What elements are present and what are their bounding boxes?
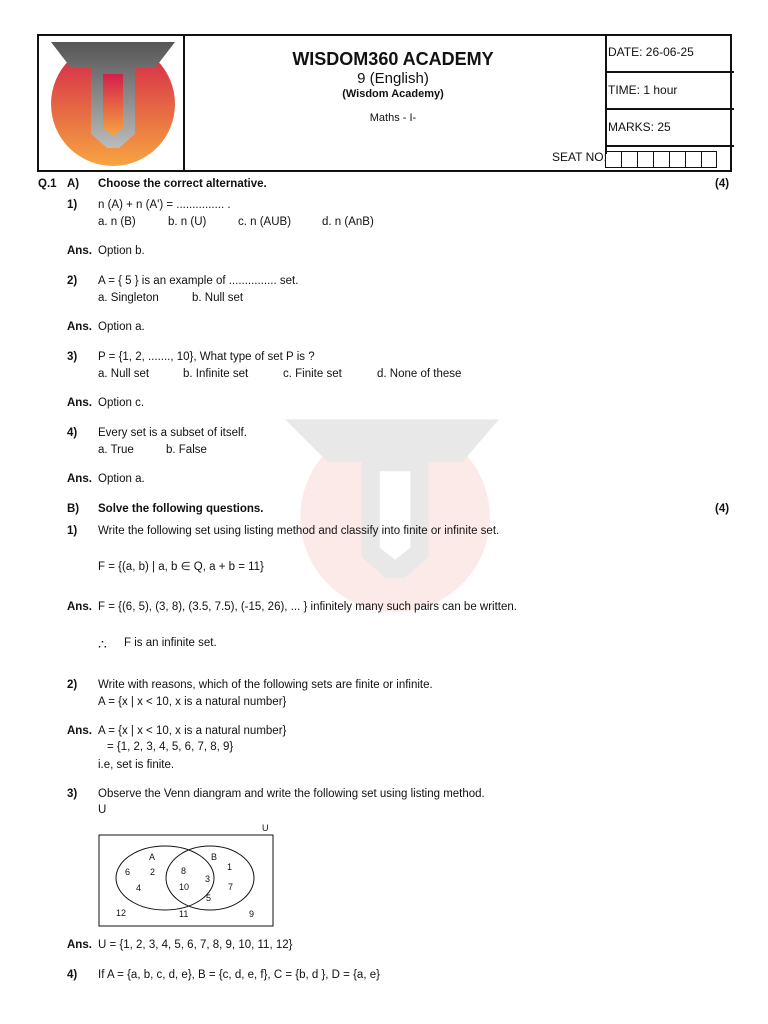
item-question-set: A = {x | x < 10, x is a natural number} bbox=[98, 696, 287, 708]
option-a: a. True bbox=[98, 444, 134, 456]
venn-element: 3 bbox=[205, 874, 211, 884]
academy-sub: (Wisdom Academy) bbox=[342, 88, 444, 100]
item-number: 1) bbox=[67, 525, 78, 537]
answer-text: Option c. bbox=[98, 397, 145, 409]
answer-text: F = {(6, 5), (3, 8), (3.5, 7.5), (-15, 26), ... } infinitely many such pairs can be written. bbox=[98, 601, 517, 613]
answer-label: Ans. bbox=[67, 725, 92, 737]
answer-label: Ans. bbox=[67, 397, 92, 409]
part-a-label: A) bbox=[67, 178, 80, 190]
item-question: Observe the Venn diangram and write the following set using listing method. bbox=[98, 788, 485, 800]
answer-listing: = {1, 2, 3, 4, 5, 6, 7, 8, 9} bbox=[107, 741, 234, 753]
venn-element: 6 bbox=[125, 867, 131, 877]
academy-logo-icon bbox=[39, 36, 183, 172]
option-c: c. n (AUB) bbox=[238, 216, 292, 228]
answer-text: U = {1, 2, 3, 4, 5, 6, 7, 8, 9, 10, 11, 12} bbox=[98, 939, 293, 951]
seat-box bbox=[701, 151, 717, 168]
part-a-marks: (4) bbox=[715, 178, 730, 190]
seat-box bbox=[685, 151, 701, 168]
venn-diagram bbox=[96, 820, 280, 928]
exam-time: TIME: 1 hour bbox=[607, 73, 734, 110]
exam-marks: MARKS: 25 bbox=[607, 110, 734, 147]
set-definition: F = {(a, b) | a, b ∈ Q, a + b = 11} bbox=[98, 561, 264, 573]
part-b-marks: (4) bbox=[715, 503, 730, 515]
venn-element: 5 bbox=[206, 893, 212, 903]
seat-box bbox=[669, 151, 685, 168]
venn-element: 12 bbox=[116, 908, 127, 918]
seat-box bbox=[653, 151, 669, 168]
answer-conclusion: i.e, set is finite. bbox=[98, 759, 175, 771]
item-number: 4) bbox=[67, 969, 78, 981]
option-d: d. None of these bbox=[377, 368, 462, 380]
item-number: 2) bbox=[67, 679, 78, 691]
seat-box bbox=[605, 151, 621, 168]
venn-element: 2 bbox=[150, 867, 156, 877]
venn-element: 4 bbox=[136, 883, 142, 893]
option-d: d. n (AnB) bbox=[322, 216, 374, 228]
venn-element: 11 bbox=[179, 909, 189, 919]
seat-box bbox=[621, 151, 637, 168]
option-b: b. Infinite set bbox=[183, 368, 249, 380]
part-a-title: Choose the correct alternative. bbox=[98, 178, 267, 190]
watermark-logo-icon bbox=[282, 404, 502, 618]
answer-conclusion: F is an infinite set. bbox=[124, 637, 217, 649]
item-question: If A = {a, b, c, d, e}, B = {c, d, e, f}, C = {b, d }, D = {a, e} bbox=[98, 969, 380, 981]
option-b: b. n (U) bbox=[168, 216, 207, 228]
exam-meta bbox=[605, 36, 734, 154]
therefore-symbol: ∴ bbox=[98, 636, 107, 652]
answer-label: Ans. bbox=[67, 939, 92, 951]
logo-box bbox=[39, 36, 185, 172]
part-b-label: B) bbox=[67, 503, 80, 515]
standard: 9 (English) bbox=[357, 70, 429, 87]
answer-label: Ans. bbox=[67, 601, 92, 613]
seat-box bbox=[637, 151, 653, 168]
venn-u-label: U bbox=[262, 823, 269, 833]
item-number: 3) bbox=[67, 788, 78, 800]
venn-element: 1 bbox=[227, 862, 233, 872]
answer-text: Option a. bbox=[98, 321, 145, 333]
part-b-title: Solve the following questions. bbox=[98, 503, 264, 515]
answer-label: Ans. bbox=[67, 473, 92, 485]
option-b: b. Null set bbox=[192, 292, 244, 304]
answer-text: Option a. bbox=[98, 473, 145, 485]
seat-number-boxes bbox=[605, 151, 717, 168]
answer-text: A = {x | x < 10, x is a natural number} bbox=[98, 725, 287, 737]
answer-label: Ans. bbox=[67, 321, 92, 333]
venn-element: 10 bbox=[179, 882, 190, 892]
answer-label: Ans. bbox=[67, 245, 92, 257]
venn-element: 8 bbox=[181, 866, 187, 876]
option-c: c. Finite set bbox=[283, 368, 342, 380]
option-a: a. Null set bbox=[98, 368, 150, 380]
universal-set-label: U bbox=[98, 804, 107, 816]
item-question: P = {1, 2, ......., 10}, What type of set P is ? bbox=[98, 351, 315, 363]
exam-date: DATE: 26-06-25 bbox=[607, 36, 734, 73]
academy-title: WISDOM360 ACADEMY bbox=[292, 49, 494, 69]
item-number: 1) bbox=[67, 199, 78, 211]
item-number: 3) bbox=[67, 351, 78, 363]
option-a: a. Singleton bbox=[98, 292, 159, 304]
venn-a-label: A bbox=[149, 852, 156, 862]
seat-label: SEAT NO: bbox=[552, 150, 607, 164]
venn-b-label: B bbox=[211, 852, 218, 862]
option-b: b. False bbox=[166, 444, 207, 456]
item-number: 4) bbox=[67, 427, 78, 439]
option-a: a. n (B) bbox=[98, 216, 136, 228]
subject: Maths - I- bbox=[369, 112, 417, 124]
item-question: Every set is a subset of itself. bbox=[98, 427, 247, 439]
venn-element: 7 bbox=[228, 882, 234, 892]
item-question: Write the following set using listing method and classify into finite or infinite set. bbox=[98, 525, 500, 537]
item-question: n (A) + n (A') = ............... . bbox=[98, 199, 231, 211]
question-number: Q.1 bbox=[38, 178, 57, 190]
item-number: 2) bbox=[67, 275, 78, 287]
item-question: Write with reasons, which of the following sets are finite or infinite. bbox=[98, 679, 433, 691]
answer-text: Option b. bbox=[98, 245, 145, 257]
venn-element: 9 bbox=[249, 909, 255, 919]
item-question: A = { 5 } is an example of ............... set. bbox=[98, 275, 299, 287]
